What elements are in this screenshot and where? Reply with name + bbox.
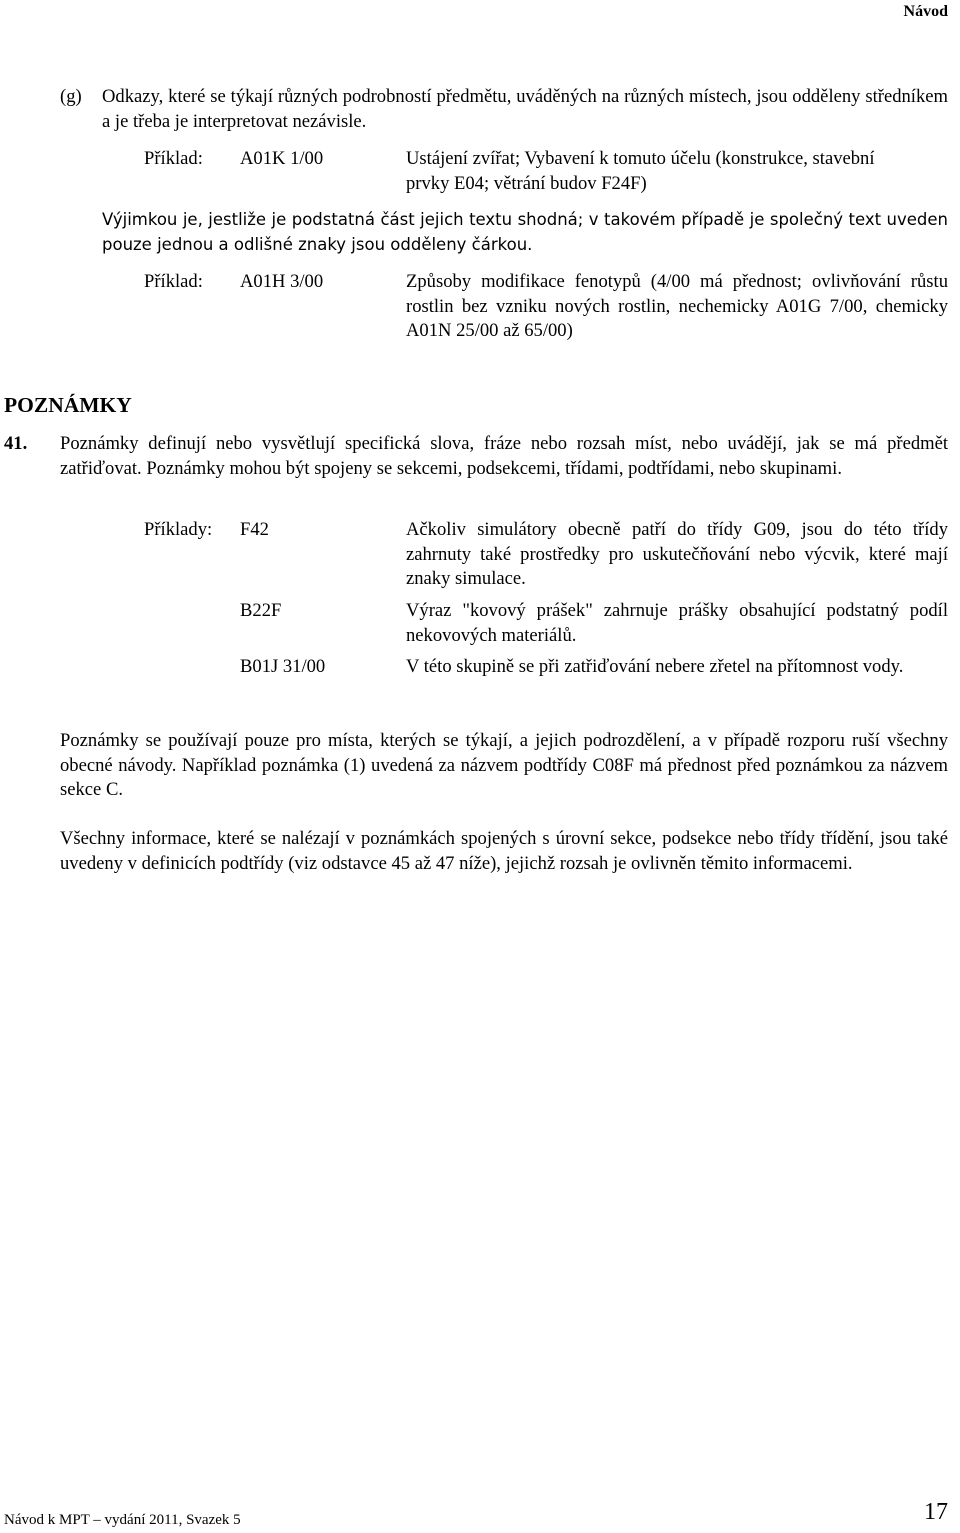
example-code: B01J 31/00 xyxy=(240,656,326,677)
example-description: Způsoby modifikace fenotypů (4/00 má přednost; ovlivňování růstu rostlin bez vzniku nových rostlin, nechemicky A01G 7/00, chemicky A01N 25/00 až 65/00) xyxy=(406,271,948,341)
item-marker: (g) xyxy=(60,86,82,107)
example-description: Ačkoliv simulátory obecně patří do třídy G09, jsou do této třídy zahrnuty také prostředky pro uskutečňování nebo výcvik, které mají znaky simulace. xyxy=(406,519,948,589)
example-description: V této skupině se při zatřiďování nebere zřetel na přítomnost vody. xyxy=(406,656,904,677)
example-code: A01K 1/00 xyxy=(240,148,324,169)
exception-text: Výjimkou je, jestliže je podstatná část jejich textu shodná; v takovém případě je společný text uveden pouze jednou a odlišné znaky jsou odděleny čárkou. xyxy=(102,210,948,254)
page-number: 17 xyxy=(924,1499,948,1525)
example-description: Ustájení zvířat; Vybavení k tomuto účelu (konstrukce, stavební prvky E04; větrání budov F24F) xyxy=(406,148,875,194)
section-heading: POZNÁMKY xyxy=(4,393,132,417)
examples-label: Příklady: xyxy=(144,519,213,540)
paragraph-3: Všechny informace, které se nalézají v poznámkách spojených s úrovní sekce, podsekce nebo třídy třídění, jsou také uvedeny v definicích podtřídy (viz odstavce 45 až 47 níže), jejichž rozsah je ovlivněn těmito informacemi. xyxy=(60,828,948,874)
example-code: F42 xyxy=(240,519,269,540)
example-code: B22F xyxy=(240,600,282,621)
item-g-text: Odkazy, které se týkají různých podrobností předmětu, uváděných na různých místech, jsou odděleny středníkem a je třeba je interpretovat nezávisle. xyxy=(102,86,948,132)
footer-publication: Návod k MPT – vydání 2011, Svazek 5 xyxy=(4,1512,241,1528)
example-label: Příklad: xyxy=(144,148,203,169)
example-description: Výraz "kovový prášek" zahrnuje prášky obsahující podstatný podíl nekovových materiálů. xyxy=(406,600,948,646)
running-header: Návod xyxy=(903,3,948,20)
example-code: A01H 3/00 xyxy=(240,271,324,292)
paragraph-41-text: Poznámky definují nebo vysvětlují specifická slova, fráze nebo rozsah míst, nebo uvádějí, jak se má předmět zatřiďovat. Poznámky mohou být spojeny se sekcemi, podsekcemi, třídami, podtřídami, nebo skupinami. xyxy=(60,433,948,479)
example-label: Příklad: xyxy=(144,271,203,292)
paragraph-2: Poznámky se používají pouze pro místa, kterých se týkají, a jejich podrozdělení, a v případě rozporu ruší všechny obecné návody. Například poznámka (1) uvedená za názvem podtřídy C08F má přednost před poznámkou za názvem sekce C. xyxy=(60,730,948,800)
paragraph-number: 41. xyxy=(4,433,28,454)
